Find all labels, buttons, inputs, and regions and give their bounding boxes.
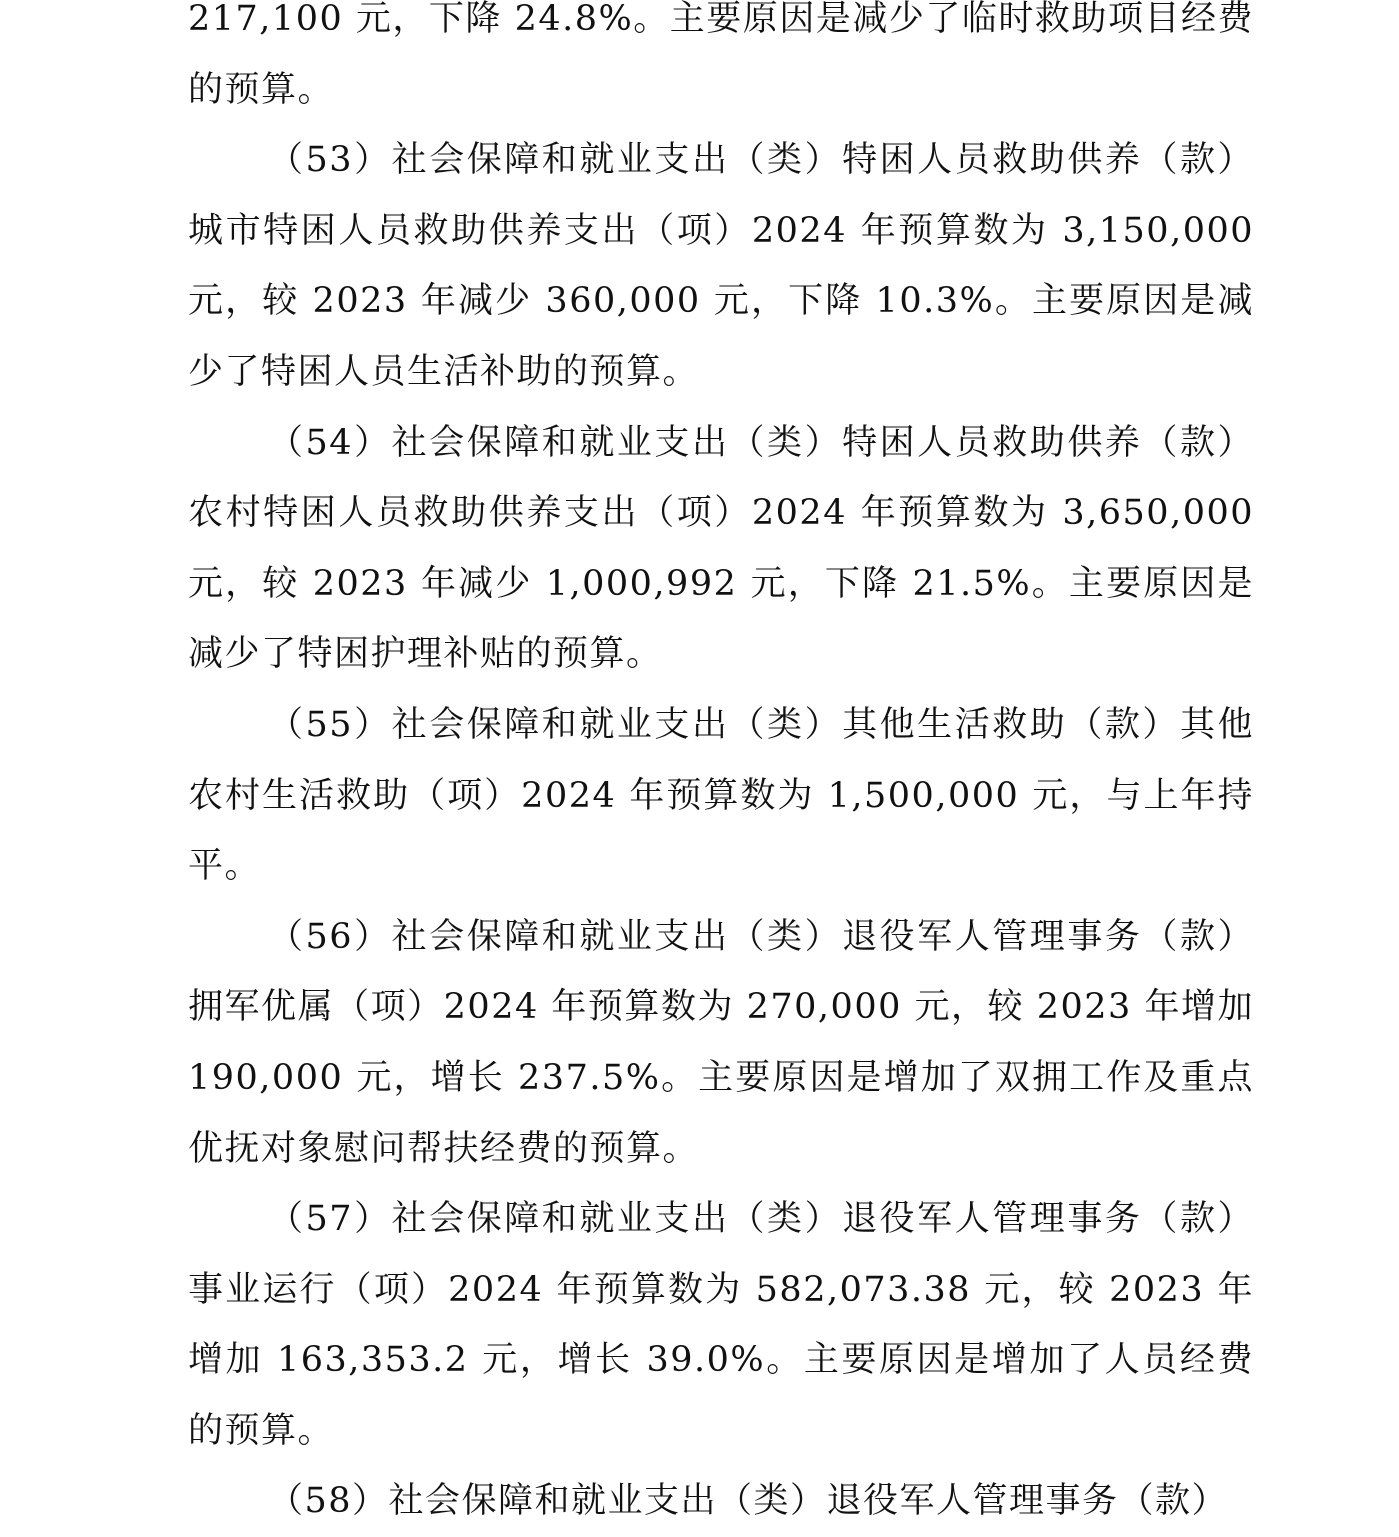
- paragraph-continuation: 217,100 元，下降 24.8%。主要原因是减少了临时救助项目经费的预算。: [188, 0, 1254, 110]
- paragraph-item-56: （56）社会保障和就业支出（类）退役军人管理事务（款）拥军优属（项）2024 年预算数为 270,000 元，较 2023 年增加 190,000 元，增长 237.5%。主要原因是增加了双拥工作及重点优抚对象慰问帮扶经费的预算。: [188, 916, 1254, 1169]
- paragraph-item-58: （58）社会保障和就业支出（类）退役军人管理事务（款）: [268, 1481, 1229, 1522]
- paragraph-item-57: （57）社会保障和就业支出（类）退役军人管理事务（款）事业运行（项）2024 年预算数为 582,073.38 元，较 2023 年增加 163,353.2 元，增长 39.0%。主要原因是增加了人员经费的预算。: [188, 1199, 1254, 1451]
- document-body: [188, 0, 1254, 1537]
- paragraph-item-54: （54）社会保障和就业支出（类）特困人员救助供养（款）农村特困人员救助供养支出（项）2024 年预算数为 3,650,000 元，较 2023 年减少 1,000,992 元，下降 21.5%。主要原因是减少了特困护理补贴的预算。: [188, 422, 1254, 675]
- paragraph-item-53: （53）社会保障和就业支出（类）特困人员救助供养（款）城市特困人员救助供养支出（项）2024 年预算数为 3,150,000 元，较 2023 年减少 360,000 元，下降 10.3%。主要原因是减少了特困人员生活补助的预算。: [188, 140, 1254, 392]
- paragraph-item-55: （55）社会保障和就业支出（类）其他生活救助（款）其他农村生活救助（项）2024 年预算数为 1,500,000 元，与上年持平。: [188, 704, 1254, 887]
